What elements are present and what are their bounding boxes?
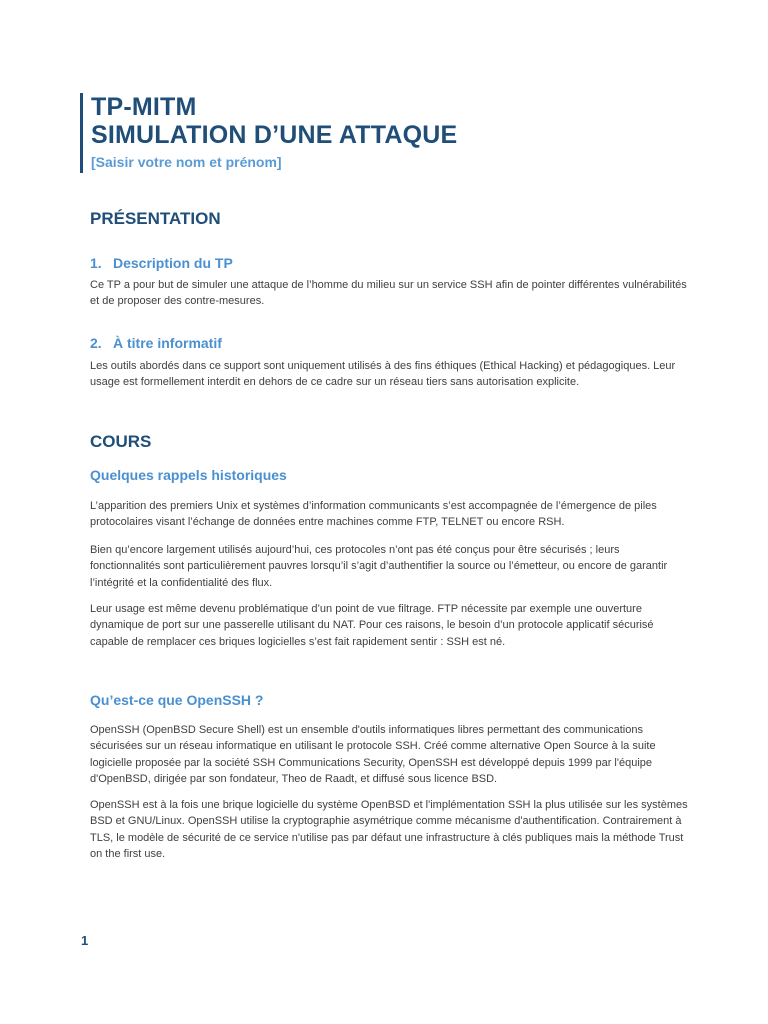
paragraph-informatif: Les outils abordés dans ce support sont uniquement utilisés à des fins éthiques (Ethical Hacking) et pédagogiques. Leur usage est formellement interdit en dehors de ce cadre sur un réseau tiers sans autorisation explicite.: [90, 360, 676, 389]
subsection-title: Description du TP: [113, 255, 233, 271]
subsection-heading-description: [90, 254, 233, 272]
subsection-heading-informatif: [90, 334, 222, 352]
subsection-title: À titre informatif: [113, 335, 222, 351]
title-block: [80, 93, 711, 173]
subsection-number: 1.: [90, 255, 102, 271]
paragraph-openssh-2: OpenSSH est à la fois une brique logicielle du système OpenBSD et l'implémentation SSH la plus utilisée sur les systèmes BSD et GNU/Linux. OpenSSH utilise la cryptographie asymétrique comme mécanisme d'authentification. Contrairement à TLS, le modèle de sécurité de ce service n'utilise pas par défaut une infrastructure à clés publiques mais la méthode Trust on the first use.: [90, 799, 688, 860]
paragraph-description: Ce TP a pour but de simuler une attaque de l’homme du milieu sur un service SSH afin de pointer différentes vulnérabilités et de proposer des contre-mesures.: [90, 279, 687, 308]
paragraph-rappels-2: Bien qu’encore largement utilisés aujourd’hui, ces protocoles n’ont pas été conçus pour être sécurisés ; leurs fonctionnalités sont particulièrement pauvres lorsqu’il s’agit d’authentifier la source ou l’émetteur, ou encore de garantir l’intégrité et la confidentialité des flux.: [90, 544, 668, 589]
paragraph-rappels-3: Leur usage est même devenu problématique d’un point de vue filtrage. FTP nécessite par exemple une ouverture dynamique de port sur une passerelle utilisant du NAT. Pour ces raisons, le besoin d’un protocole applicatif sécurisé capable de remplacer ces briques logicielles s’est fait rapidement sentir : SSH est né.: [90, 603, 654, 648]
subsection-number: 2.: [90, 335, 102, 351]
document-title-line-1: TP-MITM: [91, 93, 197, 121]
section-heading-presentation: PRÉSENTATION: [90, 209, 221, 228]
document-title-line-2: SIMULATION D’UNE ATTAQUE: [91, 121, 458, 149]
subsection-heading-rappels: Quelques rappels historiques: [90, 467, 287, 483]
paragraph-openssh-1: OpenSSH (OpenBSD Secure Shell) est un ensemble d'outils informatiques libres permettant des communications sécurisées sur un réseau informatique en utilisant le protocole SSH. Créé comme alternative Open Source à la suite logicielle proposée par la société SSH Communications Security, OpenSSH est développé depuis 1999 par l'équipe d'OpenBSD, dirigée par son fondateur, Theo de Raadt, et diffusé sous licence BSD.: [90, 724, 656, 785]
section-heading-cours: COURS: [90, 432, 152, 451]
subsection-heading-openssh: Qu’est-ce que OpenSSH ?: [90, 692, 264, 708]
paragraph-rappels-1: L’apparition des premiers Unix et systèmes d’information communicants s’est accompagnée de l’émergence de piles protocolaires visant l’échange de données entre machines comme FTP, TELNET ou encore RSH.: [90, 500, 657, 529]
author-placeholder[interactable]: [Saisir votre nom et prénom]: [91, 154, 282, 170]
page-number: 1: [81, 933, 89, 948]
